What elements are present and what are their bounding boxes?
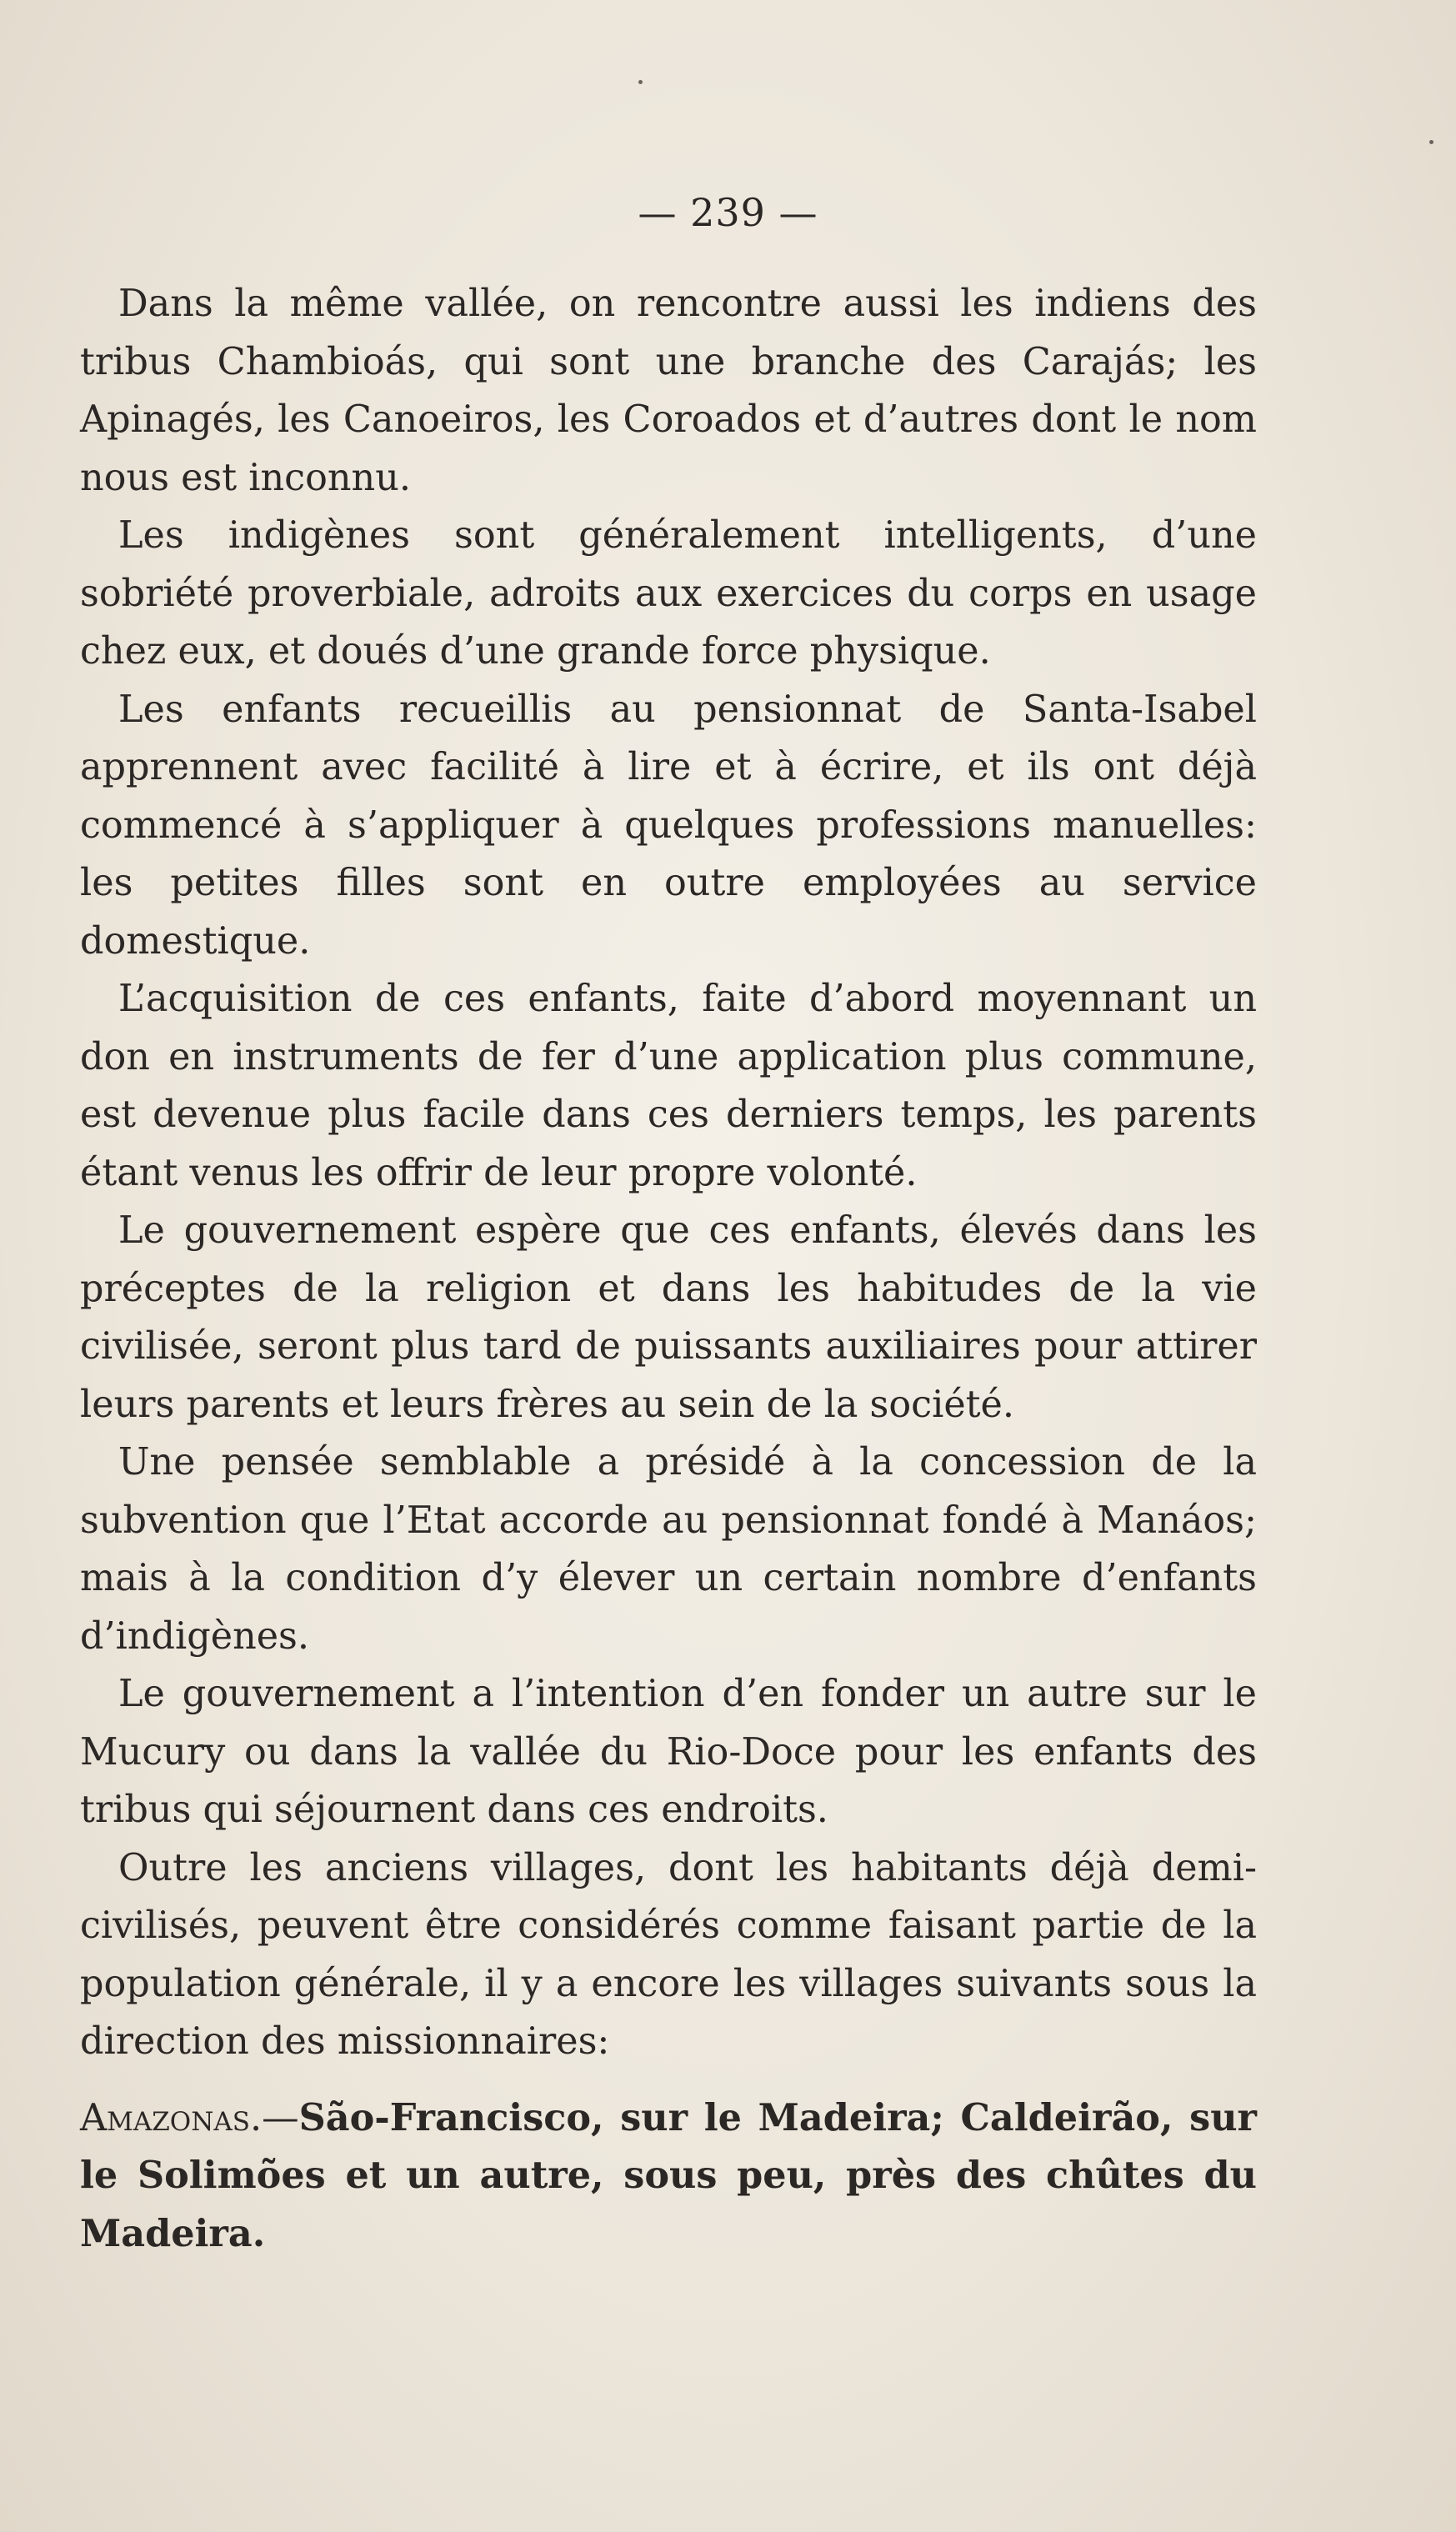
print-speck [1429, 140, 1433, 144]
paragraph-7: Le gouvernement a l’intention d’en fonder un autre sur le Mucury ou dans la vallée du Rio-Doce pour les enfants des tribus qui séjournent dans ces endroits. [80, 1673, 1257, 1831]
province-name: Amazonas. [80, 2096, 263, 2139]
entry-dash: — [262, 2096, 299, 2139]
paragraph-6: Une pensée semblable a présidé à la concession de la subvention que l’Etat accorde au pensionnat fondé à Manáos; mais à la condition d’y élever un certain nombre d’enfants d’indigènes. [80, 1441, 1257, 1658]
province-missions: São-Francisco, sur le Madeira; Caldeirão, sur le Solimões et un autre, sous peu, près des chûtes du Madeira. [80, 2095, 1257, 2255]
paragraph-8: Outre les anciens villages, dont les habitants déjà demi-civilisés, peuvent être considérés comme faisant partie de la population générale, il y a encore les villages suivants sous la direction des missionnaires: [80, 1846, 1257, 2063]
paragraph-2: Les indigènes sont généralement intelligents, d’une sobriété proverbiale, adroits aux exercices du corps en usage chez eux, et doués d’une grande force physique. [80, 514, 1257, 673]
paragraph-1: Dans la même vallée, on rencontre aussi les indiens des tribus Chambioás, qui sont une branche des Carajás; les Apinagés, les Canoeiros, les Coroados et d’autres dont le nom nous est inconnu. [80, 283, 1257, 499]
province-entry [80, 2089, 1257, 2264]
paragraph-4: L’acquisition de ces enfants, faite d’abord moyennant un don en instruments de fer d’une application plus commune, est devenue plus facile dans ces derniers temps, les parents étant venus les offrir de leur propre volonté. [80, 978, 1257, 1194]
print-speck [638, 80, 643, 84]
page-number: — 239 — [638, 190, 818, 235]
body-text [80, 275, 1257, 2263]
paragraph-3: Les enfants recueillis au pensionnat de Santa-Isabel apprennent avec facilité à lire et à écrire, et ils ont déjà commencé à s’appliquer à quelques professions manuelles: les petites filles sont en outre employées au service domestique. [80, 688, 1257, 963]
paragraph-5: Le gouvernement espère que ces enfants, élevés dans les préceptes de la religion et dans les habitudes de la vie civilisée, seront plus tard de puissants auxiliaires pour attirer leurs parents et leurs frères au sein de la société. [80, 1209, 1257, 1426]
